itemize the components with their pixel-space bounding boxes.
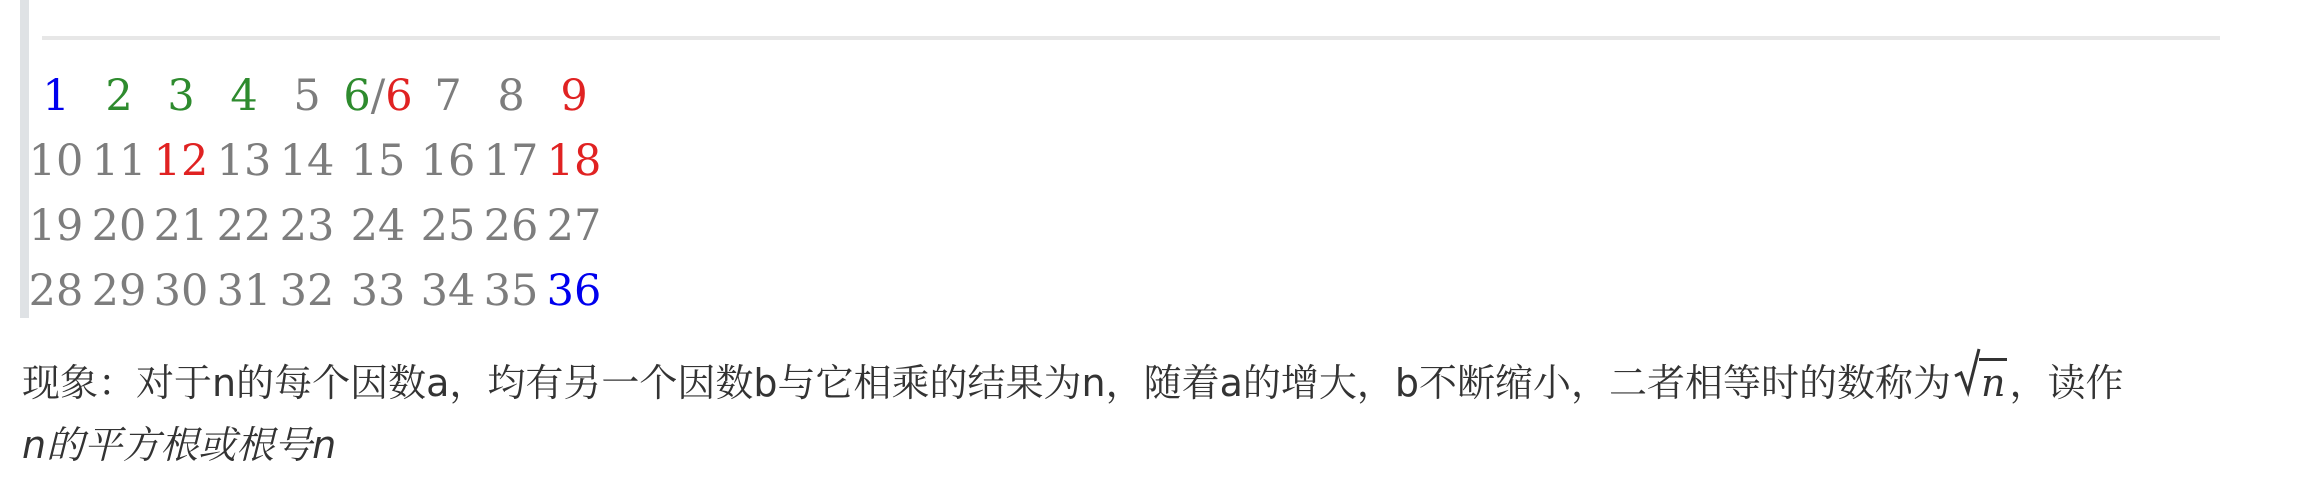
grid-cell: 7 xyxy=(434,71,462,121)
grid-cell: 22 xyxy=(216,201,272,251)
grid-cell: 3 xyxy=(167,71,195,121)
grid-cell: 25 xyxy=(420,201,476,251)
grid-cell: 8 xyxy=(497,71,525,121)
line1-after: ，读作 xyxy=(2009,361,2124,405)
grid-cell: 30 xyxy=(153,266,209,316)
grid-cell: 34 xyxy=(420,266,476,316)
explanation-paragraph xyxy=(22,352,2272,476)
paragraph-line-2: n的平方根或根号n xyxy=(22,423,337,467)
grid-cell: 35 xyxy=(483,266,539,316)
radical-sign-icon xyxy=(1953,346,1981,398)
grid-cell: 19 xyxy=(28,201,84,251)
grid-cell: 23 xyxy=(279,201,335,251)
grid-cell: 24 xyxy=(350,201,406,251)
sqrt-expression xyxy=(1953,352,2007,414)
grid-cell: 26 xyxy=(483,201,539,251)
grid-cell: 29 xyxy=(91,266,147,316)
grid-cell: 14 xyxy=(279,136,335,186)
line1-before: 现象：对于n的每个因数a，均有另一个因数b与它相乘的结果为n，随着a的增大，b不断缩小，二者相等时的数称为 xyxy=(22,361,1951,405)
grid-cell: 27 xyxy=(546,201,602,251)
grid-cell: 9 xyxy=(560,71,588,121)
grid-cell: 5 xyxy=(293,71,321,121)
grid-cell: 36 xyxy=(546,266,602,316)
grid-cell: 1 xyxy=(42,71,70,121)
paragraph-line-1 xyxy=(22,352,2272,414)
grid-cell: 16 xyxy=(420,136,476,186)
grid-cell: 21 xyxy=(153,201,209,251)
horizontal-rule xyxy=(42,36,2220,40)
grid-cell: 32 xyxy=(279,266,335,316)
grid-cell: 17 xyxy=(483,136,539,186)
grid-cell-part: 6 xyxy=(343,71,371,121)
grid-cell: 13 xyxy=(216,136,272,186)
grid-cell: 15 xyxy=(350,136,406,186)
grid-cell: 11 xyxy=(91,136,147,186)
grid-cell: 20 xyxy=(91,201,147,251)
grid-cell: 12 xyxy=(153,136,209,186)
grid-cell-part: 6 xyxy=(385,71,413,121)
grid-cell: 31 xyxy=(216,266,272,316)
grid-cell-part: / xyxy=(370,71,386,121)
sqrt-radicand: n xyxy=(1979,358,2007,405)
grid-cell: 28 xyxy=(28,266,84,316)
grid-cell: 33 xyxy=(350,266,406,316)
grid-cell: 2 xyxy=(105,71,133,121)
grid-cell: 18 xyxy=(546,136,602,186)
grid-cell: 10 xyxy=(28,136,84,186)
grid-cell: 4 xyxy=(230,71,258,121)
